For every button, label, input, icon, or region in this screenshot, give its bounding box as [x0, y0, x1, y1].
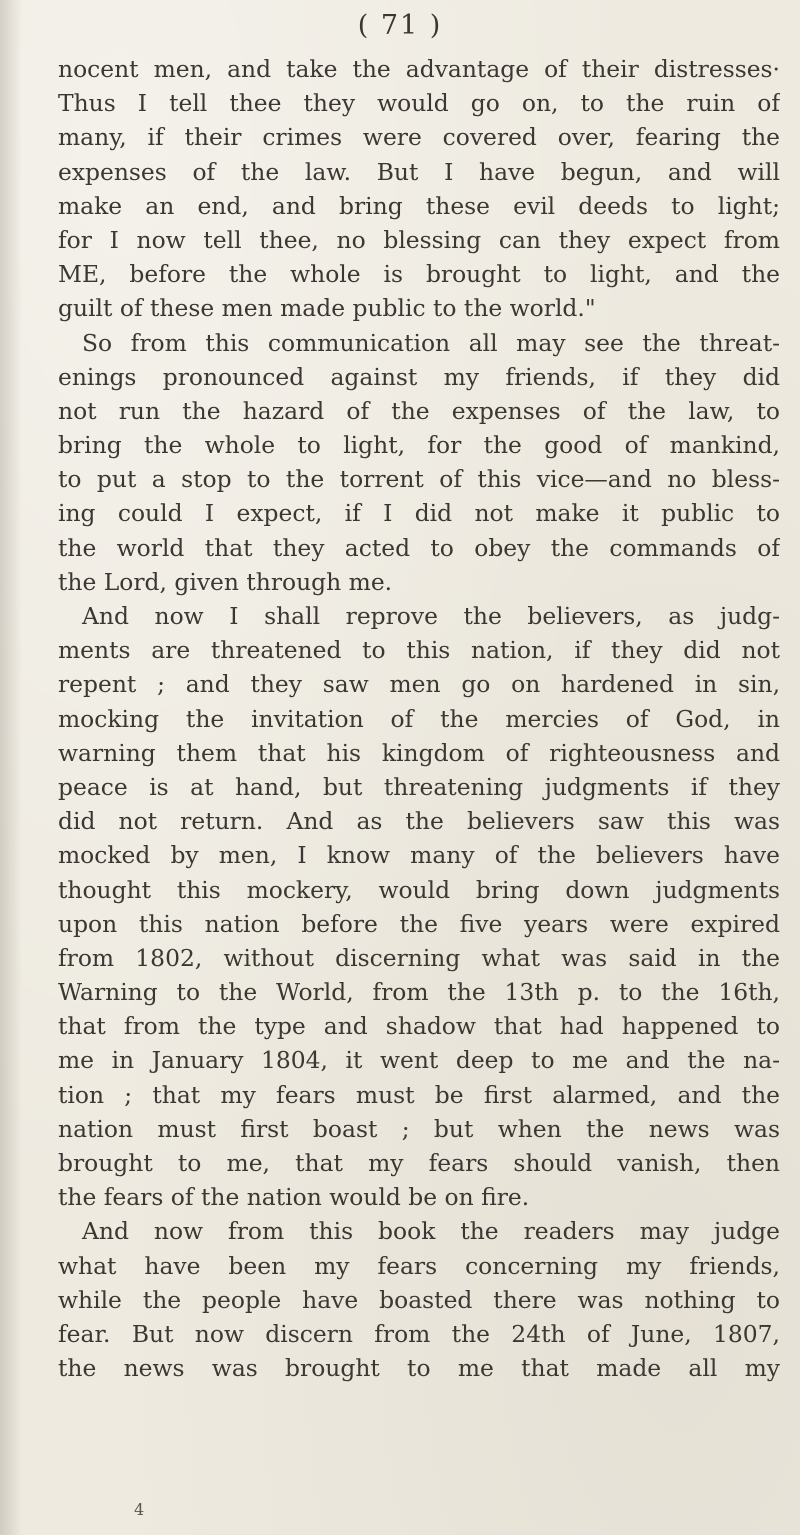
- text-line: guilt of these men made public to the world.": [58, 294, 596, 323]
- text-line: while the people have boasted there was nothing to: [58, 1285, 780, 1314]
- text-line: Warning to the World, from the 13th p. to the 16th,: [58, 978, 780, 1007]
- text-line: ing could I expect, if I did not make it public to: [58, 499, 780, 528]
- text-line: the fears of the nation would be on fire.: [58, 1183, 530, 1212]
- text-line: many, if their crimes were covered over, fearing the: [58, 123, 780, 152]
- text-line: ments are threatened to this nation, if they did not: [58, 636, 780, 665]
- text-line: that from the type and shadow that had happened to: [58, 1012, 780, 1041]
- text-line: nocent men, and take the advantage of their distresses·: [58, 55, 780, 83]
- paragraph-start-line: And now I shall reprove the believers, as judg-: [82, 602, 780, 630]
- text-line: the world that they acted to obey the commands of: [58, 533, 780, 562]
- text-line: brought to me, that my fears should vanish, then: [58, 1149, 780, 1177]
- text-line: expenses of the law. But I have begun, and will: [58, 157, 780, 186]
- text-line: thought this mockery, would bring down judgments: [58, 875, 780, 904]
- text-line: what have been my fears concerning my friends,: [58, 1251, 780, 1280]
- text-line: peace is at hand, but threatening judgments if they: [58, 772, 780, 801]
- text-line: ME, before the whole is brought to light, and the: [58, 260, 780, 289]
- text-line: to put a stop to the torrent of this vice—and no bless-: [58, 465, 780, 494]
- text-line: the Lord, given through me.: [58, 567, 393, 596]
- text-line: warning them that his kingdom of righteousness and: [58, 738, 780, 767]
- text-line: upon this nation before the five years were expired: [58, 909, 780, 938]
- text-line: Thus I tell thee they would go on, to the ruin of: [58, 89, 780, 118]
- paragraph-start-line: And now from this book the readers may judge: [82, 1217, 780, 1246]
- text-line: make an end, and bring these evil deeds to light;: [58, 191, 780, 220]
- text-line: the news was brought to me that made all my: [58, 1354, 780, 1383]
- text-line: enings pronounced against my friends, if they did: [58, 362, 780, 391]
- binding-gutter-shadow: [0, 0, 22, 1535]
- signature-mark: 4: [134, 1500, 145, 1519]
- text-line: fear. But now discern from the 24th of June, 1807,: [58, 1319, 780, 1348]
- body-text: [58, 52, 780, 1385]
- text-line: from 1802, without discerning what was said in the: [58, 943, 780, 972]
- paragraph-start-line: So from this communication all may see the threat-: [82, 328, 780, 357]
- text-line: mocking the invitation of the mercies of God, in: [58, 704, 780, 733]
- text-line: nation must first boast ; but when the news was: [58, 1114, 780, 1143]
- text-line: not run the hazard of the expenses of the law, to: [58, 396, 780, 425]
- page-number: ( 71 ): [357, 10, 443, 41]
- text-line: me in January 1804, it went deep to me and the na-: [58, 1046, 780, 1075]
- text-line: did not return. And as the believers saw this was: [58, 807, 780, 836]
- text-line: tion ; that my fears must be first alarmed, and the: [58, 1080, 780, 1109]
- text-line: bring the whole to light, for the good of mankind,: [58, 431, 780, 460]
- text-line: repent ; and they saw men go on hardened in sin,: [58, 670, 780, 699]
- text-line: for I now tell thee, no blessing can they expect from: [58, 225, 780, 254]
- text-line: mocked by men, I know many of the believers have: [58, 841, 780, 870]
